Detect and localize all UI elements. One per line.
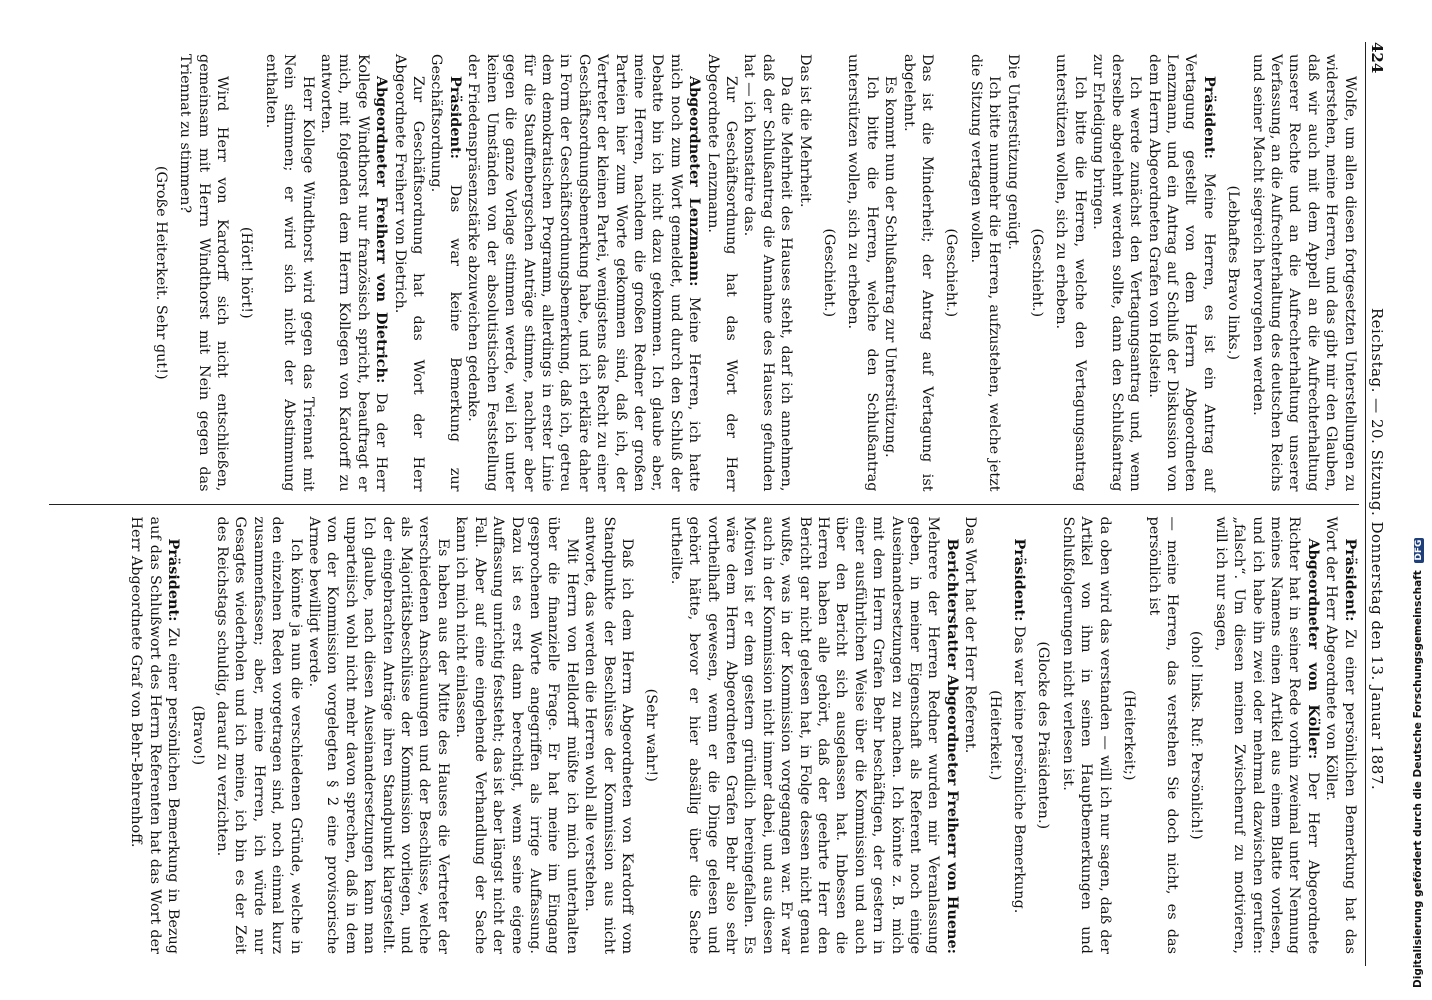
speech-paragraph xyxy=(317,54,391,492)
right-column xyxy=(49,505,1359,967)
text-paragraph: Zur Geschäftsordnung hat das Wort der Herr Abgeordnete Freiherr von Dietrich. xyxy=(391,54,427,492)
text-paragraph: Es kommt nun der Schlußantrag zur Unterstützung. xyxy=(882,76,899,458)
speaker-name: Präsident: xyxy=(1341,538,1359,622)
interjection: (Sehr wahr!) xyxy=(643,688,660,782)
speech-text: Der Herr Abgeordnete Richter hat in seiner Rede vorhin zweimal unter Nennung meines Namens einen Artikel aus einem Blatte vorlesen, und ich habe ihn zwei oder mehrmal dazwischen gerufen: „falsch“. Um diesen meinen Zwischenruf zu motivieren, will ich nur sagen, xyxy=(1212,516,1321,954)
interjection: (oho! links. Ruf: Persönlich!) xyxy=(1188,630,1205,840)
interjection: (Glocke des Präsidenten.) xyxy=(1035,641,1052,830)
text-paragraph: Es haben aus der Mitte des Hauses die Vertreter der verschiedenen Anschauungen und der Beschlüsse, welche als Majoritätsbeschlüsse der Kommission vorliegen, und der eingebrachten Anträge ihren Standpunkt klargestellt. Ich glaube, nach diesen Auseinandersetzungen kann man unparteiisch wohl nicht mehr davon sprechen, daß in dem von der Kommission vorgelegten § 2 eine provisorische Armee bewilligt werde. xyxy=(306,516,451,954)
speech-text: Mehrere der Herren Redner wurden mir Veranlassung geben, in meiner Eigenschaft als Referent noch einige Auseinandersetzungen zu machen. Ich könnte z. B. mich mit dem Herrn Grafen Behr beschäftigen, der gestern in einer ausführlichen Weise über die Kommission und auch über den Bericht sich ausgelassen hat. Inbessen die Herren haben alle gehört, daß der geehrte Herr den Bericht gar nicht gelesen hat, in Folge dessen nicht genau wußte, was in der Kommission vorgegangen war. Er war auch in der Kommission nicht immer dabei, und aus diesen Motiven ist er dem gestern gründlich hereingefallen. Es wäre dem Herrn Abgeordneten Grafen Behr also sehr vortheilhaft gewesen, wenn er die Dinge gelesen und gehört hätte, bevor er hier absällig über die Sache urtheilte. xyxy=(667,516,942,954)
speech-text: Das war keine persönliche Bemerkung. xyxy=(1011,621,1028,914)
interjection: (Geschieht.) xyxy=(1029,228,1046,318)
page-title: Reichstag. — 20. Sitzung. Donnerstag den 13. Januar 1887. xyxy=(1368,307,1386,791)
credit-text: Digitalisierung gefördert durch die Deutsche Forschungsgemeinschaft xyxy=(1412,570,1424,988)
speaker-name: Abgeordneter Freiherr von Dietrich: xyxy=(373,76,391,384)
left-column xyxy=(49,42,1359,505)
text-columns xyxy=(49,42,1359,966)
text-paragraph: Zur Geschäftsordnung hat das Wort der Herr Abgeordnete Lenzmann. xyxy=(704,54,739,492)
interjection: (Heiterkeit;) xyxy=(1121,689,1138,781)
speaker-name: Präsident: xyxy=(1200,76,1218,159)
speaker-name: Präsident: xyxy=(165,538,183,622)
text-paragraph: Das ist die Minderheit; der Antrag auf Vertagung ist abgelehnt. xyxy=(900,54,936,492)
speech-text: Zu einer persönlichen Bemerkung in Bezug auf das Schlußwort des Herrn Referenten hat das Wort der Herr Abgeordnete Graf von Behr-Behrenhoff. xyxy=(128,516,182,954)
text-paragraph: Ich bitte die Herren, welche den Vertagungsantrag unterstützen wollen, sich zu erheben. xyxy=(1053,54,1088,492)
speech-text: Da der Herr Kollege Windthorst nur französisch spricht, beauftragt er mich, mit folgenden dem Herrn Kollegen von Kardorff zu antworten. xyxy=(318,54,390,492)
text-paragraph: Ich könnte ja nun die verschiedenen Gründe, welche in den einzelnen Reden vorgetragen sind, noch einmal kurz zusammenfassen; aber, meine Herren, ich würde nur Gesagtes wiederholen und ich meine, ich bin es der Zeit des Reichstags schuldig, darauf zu verzichten. xyxy=(214,516,304,954)
speaker-name: Berichterstatter Abgeordneter Freiherr von Huene: xyxy=(943,538,961,954)
text-paragraph: Herr Kollege Windthorst wird gegen das Triennat mit Nein stimmen; er wird sich nicht der Abstimmung enthalten. xyxy=(262,54,316,492)
speech-paragraph xyxy=(127,517,182,955)
text-paragraph: Wolfe, um allen diesen fortgesetzten Unterstellungen zu widerstehen, meine Herren, und das gibt mir den Glauben, daß wir auch mit dem Appell an die Aufrechterhaltung unserer Rechte und an die Aufrechterhaltung unserer Verfassung, an die Aufrechterhaltung des deutschen Reichs und seiner Macht siegreich hervorgehen werden. xyxy=(1249,54,1358,492)
interjection: (Heiterkeit.) xyxy=(986,690,1003,781)
page-header xyxy=(1365,42,1386,966)
text-paragraph: Ich bitte die Herren, welche den Schlußantrag unterstützen wollen, sich zu erheben. xyxy=(845,54,880,492)
interjection: (Bravo!) xyxy=(189,705,206,766)
dfg-logo-icon: DFG xyxy=(1414,539,1424,561)
text-paragraph: Ich bitte nunmehr die Herren, aufzustehen, welche jetzt die Sitzung vertagen wollen. xyxy=(967,54,1003,492)
speaker-name: Abgeordneter Lenzmann: xyxy=(686,76,704,287)
text-paragraph: Das Wort hat der Herr Referent. xyxy=(962,516,979,754)
digitization-credit xyxy=(1400,0,1432,1000)
speaker-name: Präsident: xyxy=(1011,538,1029,622)
text-paragraph: Daß ich dem Herrn Abgeordneten von Kardorff vom Standpunkte der Beschlüsse der Kommission aus nicht antworte, das werden die Herren wohl alle verstehen. xyxy=(582,516,635,954)
interjection: (Geschieht.) xyxy=(821,228,838,318)
page-number: 424 xyxy=(1368,42,1386,74)
interjection: (Große Heiterkeit. Sehr gut!) xyxy=(152,165,169,380)
speech-text: Meine Herren, es ist ein Antrag auf Vertagung gestellt von dem Herrn Abgeordneten Lenzmann, und ein Antrag auf Schluß der Diskussion von dem Herrn Abgeordneten Grafen von Holstein. xyxy=(1145,54,1217,492)
speech-paragraph xyxy=(666,517,961,955)
text-paragraph: — meine Herren, das verstehen Sie doch nicht, es das persönlich ist xyxy=(1145,516,1180,954)
interjection: (Geschieht.) xyxy=(943,228,960,318)
text-paragraph: Da die Mehrheit des Hauses steht, darf ich annehmen, daß der Schlußantrag die Annahme des Hauses gefunden hat — ich konstatire das. xyxy=(741,54,795,492)
speech-paragraph xyxy=(427,54,464,492)
text-paragraph: Mit Herrn von Helldorff müßte ich mich unterhalten über die finanzielle Frage. Er hat meine im Eingang gesprochenen Worte angegriffen als irrige Auffassung. Dazu ist es erst dann berechtigt, wenn seine eigene Auffassung unrichtig feststeht; das ist aber längst nicht der Fall. Aber auf eine eingehende Verhandlung der Sache kann ich mich nicht einlassen. xyxy=(453,516,580,954)
speech-text: Zu einer persönlichen Bemerkung hat das Wort der Herr Abgeordnete von Köller. xyxy=(1323,516,1358,954)
speech-paragraph xyxy=(1322,517,1359,955)
speech-text: Das war keine Bemerkung zur Geschäftsordnung. xyxy=(428,54,463,492)
interjection: (Lebhaftes Bravo links.) xyxy=(1225,185,1242,360)
interjection: (Hört! hört!) xyxy=(238,226,255,319)
speech-paragraph xyxy=(1144,54,1218,492)
speech-text: Meine Herren, ich hatte mich noch zum Wort gemeldet, und durch den Schluß der Debatte bin ich nicht dazu gekommen. Ich glaube aber, meine Herren, nachdem die großen Redner der großen Parteien hier zum Worte gekommen sind, daß ich, der Vertreter der kleinen Partei, wenigstens das Recht zu einer Geschäftsordnungsbemerkung habe, und ich erkläre daher in Form der Geschäftsordnungsbemerkung, daß ich, getreu dem demokratischen Programm, allerdings in erster Linie für die Stauffenbergschen Anträge stimme, nachher aber gegen die ganze Vorlage stimmen werde, weil ich unter keinen Umständen von der absolutistischen Feststellung der Friedenspräsenzstärke abzuweichen gedenke. xyxy=(465,54,703,492)
speech-paragraph xyxy=(1211,517,1321,955)
text-paragraph: Ich werde zunächst den Vertagungsantrag und, wenn derselbe abgelehnt werden sollte, dann den Schlußantrag zur Erledigung bringen. xyxy=(1090,54,1144,492)
text-paragraph: Die Unterstützung genügt. xyxy=(1004,54,1021,250)
speech-paragraph xyxy=(464,54,703,492)
speech-paragraph xyxy=(1010,517,1028,955)
text-paragraph: Wird Herr von Kardorff sich nicht entschließen, gemeinsam mit Herrn Windthorst mit Nein gegen das Triennat zu stimmen? xyxy=(177,54,231,492)
text-paragraph: Das ist die Mehrheit. xyxy=(796,54,813,208)
text-paragraph: da oben wird das verstanden — will ich nur sagen, daß der Artikel von ihm in seinen Hauptbemerkungen und Schlußfolgerungen nicht verlesen ist. xyxy=(1059,516,1113,954)
speaker-name: Abgeordneter von Köller: xyxy=(1304,538,1322,760)
speaker-name: Präsident: xyxy=(446,76,464,159)
